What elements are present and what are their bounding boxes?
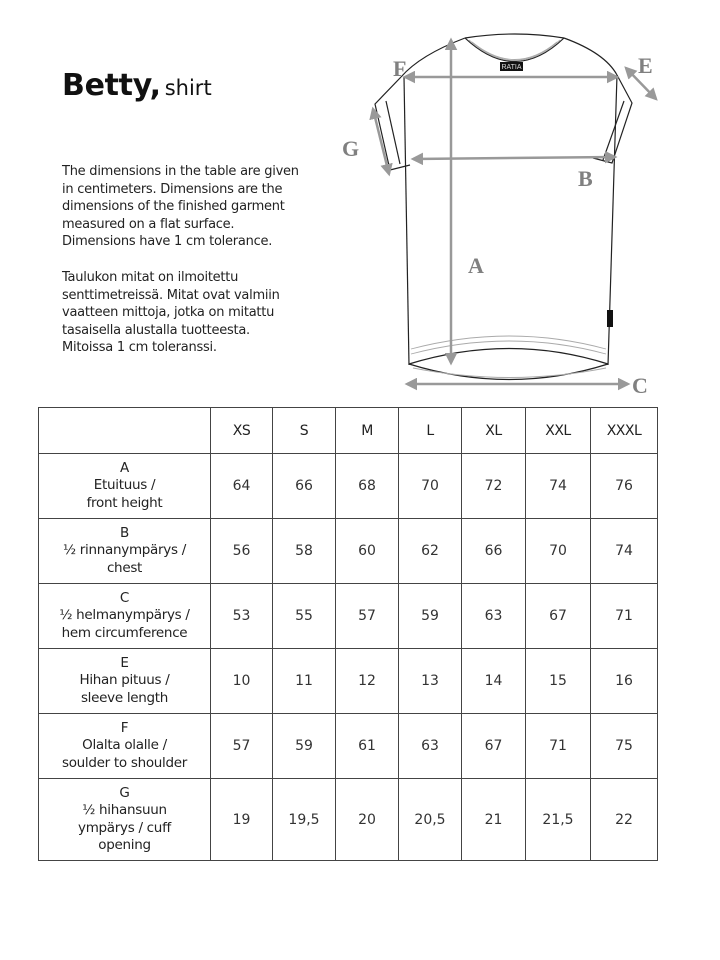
svg-text:RATIA: RATIA bbox=[501, 64, 522, 71]
table-cell: 70 bbox=[526, 519, 591, 584]
table-cell: 56 bbox=[211, 519, 273, 584]
table-cell: 57 bbox=[336, 584, 399, 649]
table-cell: 11 bbox=[273, 649, 336, 714]
table-cell: 66 bbox=[273, 454, 336, 519]
table-cell: 13 bbox=[399, 649, 462, 714]
intro-line: in centimeters. Dimensions are the bbox=[62, 181, 283, 197]
table-cell: 20,5 bbox=[399, 779, 462, 861]
shirt-measurement-diagram bbox=[335, 25, 670, 405]
table-cell: 53 bbox=[211, 584, 273, 649]
table-cell: 15 bbox=[526, 649, 591, 714]
table-cell: 14 bbox=[462, 649, 526, 714]
label-f: F bbox=[393, 56, 407, 81]
table-cell: 55 bbox=[273, 584, 336, 649]
table-cell: 21,5 bbox=[526, 779, 591, 861]
intro-line: Mitoissa 1 cm toleranssi. bbox=[62, 340, 217, 356]
arrow-g-icon bbox=[373, 109, 389, 174]
table-cell: 59 bbox=[273, 714, 336, 779]
table-cell: 76 bbox=[591, 454, 658, 519]
table-cell: 64 bbox=[211, 454, 273, 519]
label-e: E bbox=[638, 53, 653, 78]
header-size: XXXL bbox=[591, 408, 658, 454]
header-size: M bbox=[336, 408, 399, 454]
size-table bbox=[38, 407, 658, 861]
intro-line: Dimensions have 1 cm tolerance. bbox=[62, 234, 273, 250]
table-cell: 63 bbox=[399, 714, 462, 779]
intro-line: vaatteen mittoja, jotka on mitattu bbox=[62, 305, 275, 321]
row-label: F Olalta olalle / soulder to shoulder bbox=[39, 714, 211, 779]
table-cell: 67 bbox=[462, 714, 526, 779]
page-title bbox=[62, 68, 212, 103]
product-type: shirt bbox=[164, 76, 212, 100]
header-empty bbox=[39, 408, 211, 454]
intro-line: measured on a flat surface. bbox=[62, 216, 235, 232]
shirt-outline-icon bbox=[375, 34, 632, 380]
table-cell: 66 bbox=[462, 519, 526, 584]
table-cell: 75 bbox=[591, 714, 658, 779]
table-cell: 21 bbox=[462, 779, 526, 861]
table-cell: 59 bbox=[399, 584, 462, 649]
table-cell: 22 bbox=[591, 779, 658, 861]
table-row-c bbox=[39, 584, 658, 649]
table-cell: 10 bbox=[211, 649, 273, 714]
intro-line: senttimetreissä. Mitat ovat valmiin bbox=[62, 287, 280, 303]
table-cell: 70 bbox=[399, 454, 462, 519]
header-size: L bbox=[399, 408, 462, 454]
header-size: XS bbox=[211, 408, 273, 454]
table-cell: 57 bbox=[211, 714, 273, 779]
arrow-b-icon bbox=[413, 157, 615, 159]
table-header-row bbox=[39, 408, 658, 454]
row-label: E Hihan pituus / sleeve length bbox=[39, 649, 211, 714]
header-size: S bbox=[273, 408, 336, 454]
label-a: A bbox=[468, 253, 484, 278]
table-cell: 72 bbox=[462, 454, 526, 519]
label-g: G bbox=[342, 136, 360, 161]
row-label: B ½ rinnanympärys / chest bbox=[39, 519, 211, 584]
intro-line: tasaisella alustalla tuotteesta. bbox=[62, 322, 250, 338]
table-cell: 71 bbox=[526, 714, 591, 779]
table-cell: 62 bbox=[399, 519, 462, 584]
header-size: XL bbox=[462, 408, 526, 454]
label-b: B bbox=[578, 166, 593, 191]
table-cell: 58 bbox=[273, 519, 336, 584]
table-cell: 74 bbox=[526, 454, 591, 519]
table-row-e bbox=[39, 649, 658, 714]
header-size: XXL bbox=[526, 408, 591, 454]
table-row-f bbox=[39, 714, 658, 779]
product-name: Betty, bbox=[62, 68, 161, 103]
table-cell: 71 bbox=[591, 584, 658, 649]
table-row-a bbox=[39, 454, 658, 519]
intro-line: Taulukon mitat on ilmoitettu bbox=[62, 270, 239, 285]
row-label: C ½ helmanympärys / hem circumference bbox=[39, 584, 211, 649]
table-cell: 19,5 bbox=[273, 779, 336, 861]
intro-line: The dimensions in the table are given bbox=[62, 164, 299, 179]
intro-line: dimensions of the finished garment bbox=[62, 199, 285, 215]
table-cell: 16 bbox=[591, 649, 658, 714]
table-cell: 74 bbox=[591, 519, 658, 584]
intro-finnish bbox=[62, 269, 332, 357]
table-row-b bbox=[39, 519, 658, 584]
intro-english bbox=[62, 163, 332, 251]
row-label: G ½ hihansuun ympärys / cuff opening bbox=[39, 779, 211, 861]
table-cell: 60 bbox=[336, 519, 399, 584]
label-c: C bbox=[632, 373, 648, 398]
table-cell: 68 bbox=[336, 454, 399, 519]
table-row-g bbox=[39, 779, 658, 861]
table-cell: 20 bbox=[336, 779, 399, 861]
row-label: A Etuituus / front height bbox=[39, 454, 211, 519]
table-cell: 12 bbox=[336, 649, 399, 714]
table-cell: 67 bbox=[526, 584, 591, 649]
table-cell: 61 bbox=[336, 714, 399, 779]
table-cell: 63 bbox=[462, 584, 526, 649]
table-cell: 19 bbox=[211, 779, 273, 861]
